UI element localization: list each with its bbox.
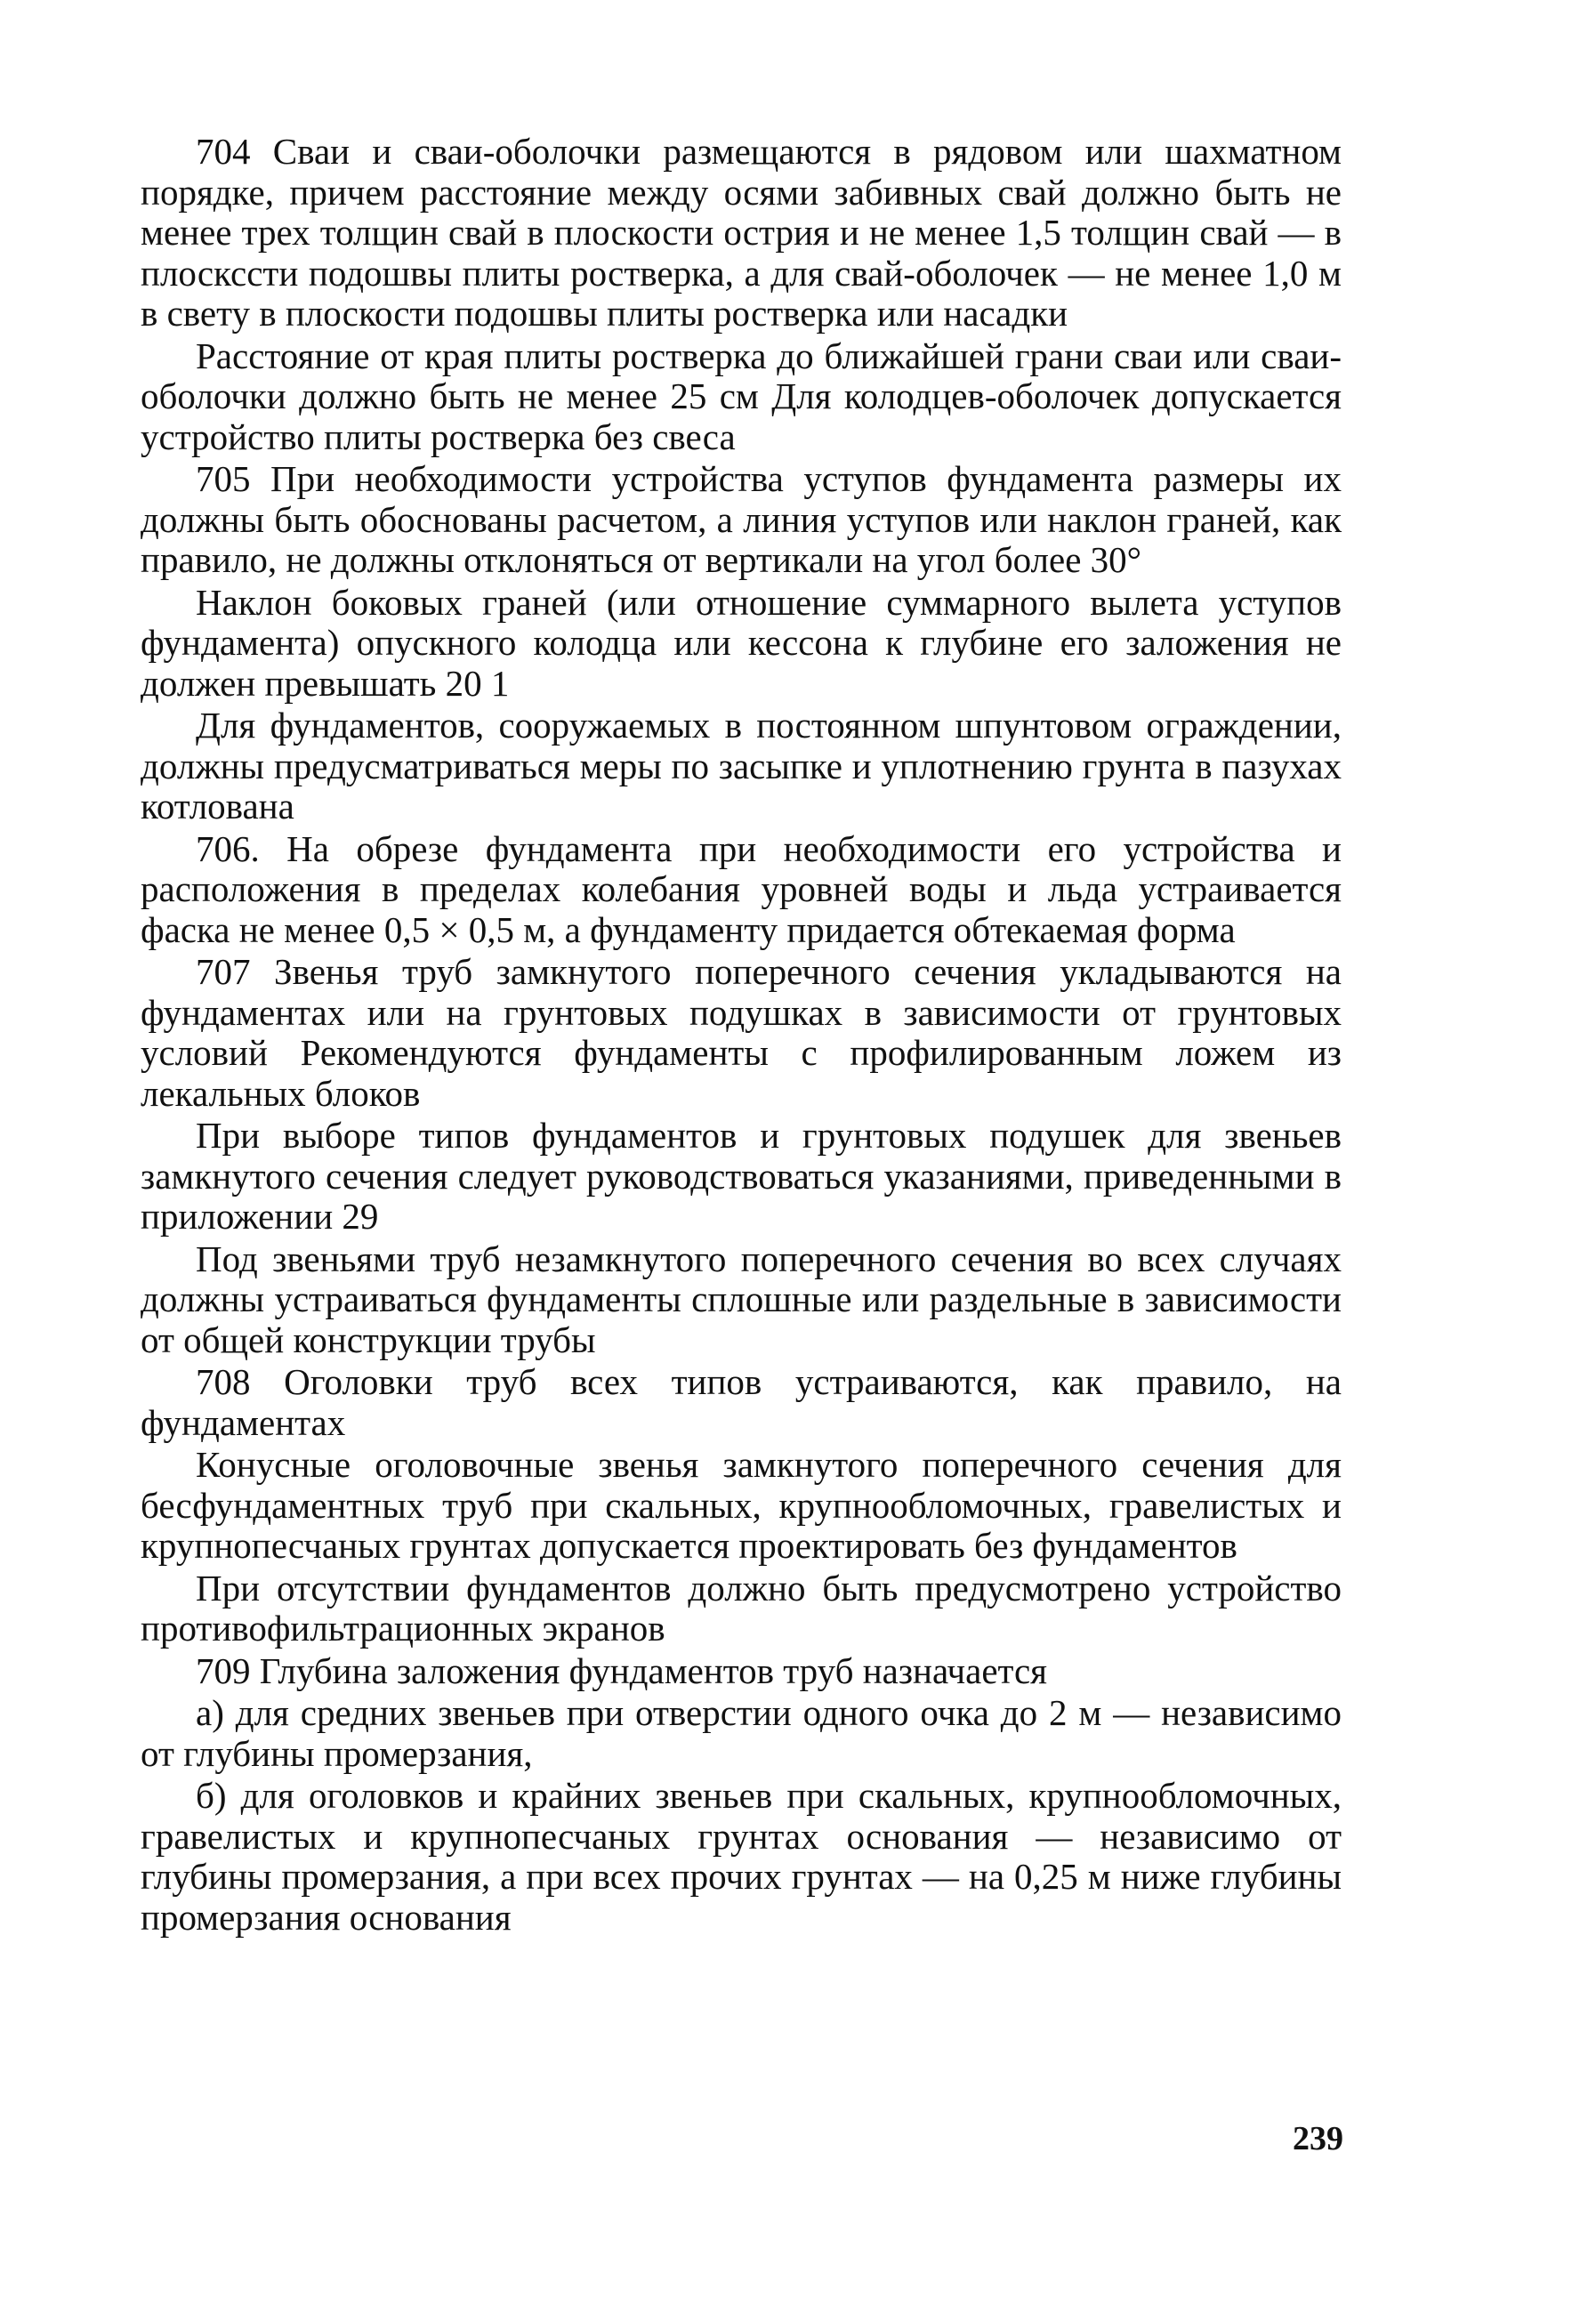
paragraph-705-slope: Наклон боковых граней (или отношение суммарного вылета уступов фундамента) опускного колодца или кессона к глубине его заложения не должен превышать 20 1: [141, 581, 1342, 704]
paragraph-707-open-section: Под звеньями труб незамкнутого поперечного сечения во всех случаях должны устраиваться фундаменты сплошные или раздельные в зависимости от общей конструкции трубы: [141, 1238, 1342, 1360]
paragraph-705-sheet-pile: Для фундаментов, сооружаемых в постоянном шпунтовом ограждении, должны предусматриваться меры по засыпке и уплотнению грунта в пазухах котлована: [141, 705, 1342, 826]
body-text: [141, 132, 1342, 1938]
paragraph-708-conical: Конусные оголовочные звенья замкнутого поперечного сечения для бесфундаментных труб при скальных, крупнообломочных, гравелистых и крупнопесчаных грунтах допускается проектировать без фундаментов: [141, 1444, 1342, 1566]
paragraph-704: 704 Сваи и сваи-оболочки размещаются в рядовом или шахматном порядке, причем расстояние между осями забивных свай должно быть не менее трех толщин свай в плоскости острия и не менее 1,5 толщин свай — в плоскссти подошвы плиты ростверка, а для свай-оболочек — не менее 1,0 м в свету в плоскости подошвы плиты ростверка или насадки: [141, 131, 1342, 334]
paragraph-707-selection: При выборе типов фундаментов и грунтовых подушек для звеньев замкнутого сечения следует руководствоваться указаниями, приведенными в приложении 29: [141, 1115, 1342, 1237]
paragraph-709-b: б) для оголовков и крайних звеньев при скальных, крупнообломочных, гравелистых и крупнопесчаных грунтах основания — независимо от глубины промерзания, а при всех прочих грунтах — на 0,25 м ниже глубины промерзания основания: [141, 1775, 1342, 1938]
paragraph-709: 709 Глубина заложения фундаментов труб назначается: [196, 1649, 1048, 1691]
page-number: 239: [1293, 2120, 1343, 2157]
paragraph-709-a: а) для средних звеньев при отверстии одного очка до 2 м — независимо от глубины промерзания,: [141, 1692, 1342, 1774]
paragraph-706: 706. На обрезе фундамента при необходимости его устройства и расположения в пределах колебания уровней воды и льда устраивается фаска не менее 0,5 × 0,5 м, а фундаменту придается обтекаемая форма: [141, 827, 1342, 950]
paragraph-708-screens: При отсутствии фундаментов должно быть предусмотрено устройство противофильтрационных экранов: [141, 1567, 1342, 1649]
paragraph-704-edge-distance: Расстояние от края плиты ростверка до ближайшей грани сваи или сваи-оболочки должно быть не менее 25 см Для колодцев-оболочек допускается устройство плиты ростверка без свеса: [141, 335, 1342, 457]
paragraph-707: 707 Звенья труб замкнутого поперечного сечения укладываются на фундаментах или на грунтовых подушках в зависимости от грунтовых условий Рекомендуются фундаменты с профилированным ложем из лекальных блоков: [141, 951, 1342, 1114]
paragraph-705: 705 При необходимости устройства уступов фундамента размеры их должны быть обоснованы расчетом, а линия уступов или наклон граней, как правило, не должны отклоняться от вертикали на угол более 30°: [141, 458, 1342, 580]
paragraph-708: 708 Оголовки труб всех типов устраиваются, как правило, на фундаментах: [141, 1361, 1342, 1443]
